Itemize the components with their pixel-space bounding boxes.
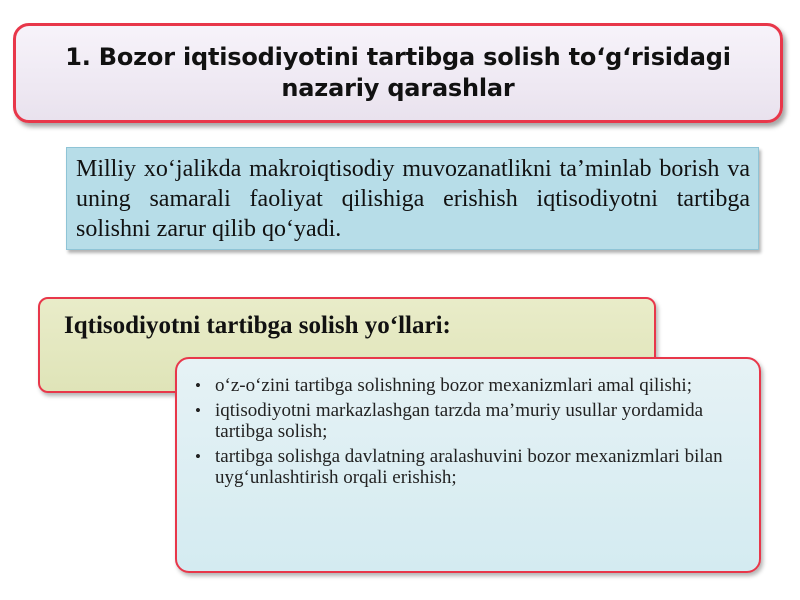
bullet-icon: •	[195, 376, 201, 395]
list-item-text: o‘z-o‘zini tartibga solishning bozor mexanizmlari amal qilishi;	[215, 375, 692, 396]
ways-heading: Iqtisodiyotni tartibga solish yo‘llari:	[64, 312, 451, 339]
list-item	[193, 375, 739, 396]
intro-paragraph: Milliy xo‘jalikda makroiqtisodiy muvozanatlikni ta’minlab borish va uning samarali faoliyat qilishiga erishish iqtisodiyotni tartibga solishni zarur qilib qo‘yadi.	[76, 156, 750, 242]
list-item-text: tartibga solishga davlatning aralashuvini bozor mexanizmlari bilan uyg‘unlashtirish orqali erishish;	[215, 446, 723, 488]
list-item	[193, 446, 739, 488]
bullet-icon: •	[195, 401, 201, 420]
ways-list	[193, 375, 739, 488]
list-item-text: iqtisodiyotni markazlashgan tarzda ma’muriy usullar yordamida tartibga solish;	[215, 400, 704, 442]
intro-box	[66, 147, 759, 250]
list-item	[193, 400, 739, 442]
ways-list-box	[175, 357, 761, 573]
slide-title: 1. Bozor iqtisodiyotini tartibga solish to‘g‘risidagi nazariy qarashlar	[65, 43, 731, 102]
title-box	[13, 23, 783, 123]
bullet-icon: •	[195, 447, 201, 466]
